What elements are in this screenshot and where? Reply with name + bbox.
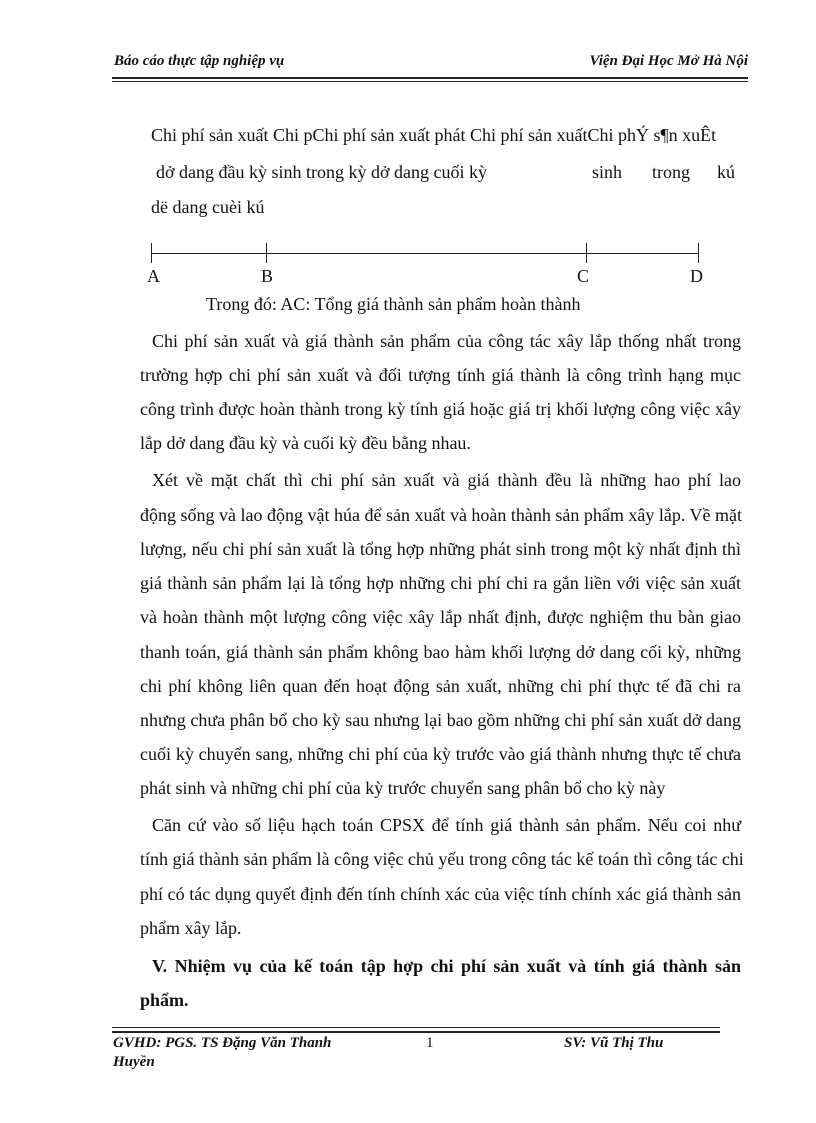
header-right-institution: Viện Đại Học Mở Hà Nội [589, 53, 748, 69]
footer-rule-thick [112, 1031, 720, 1033]
header-rule-thin [112, 81, 748, 82]
paragraph-2-line-5: và hoàn thành một lượng công việc xây lắp nhất định, được nghiệm thu bàn giao [140, 607, 741, 627]
paragraph-2-line-7: chi phí không liên quan đến hoạt động sản xuất, những chi phí thực tế đã chi ra [140, 676, 741, 696]
section-heading-line-2: phẩm. [140, 990, 189, 1010]
point-label-d: D [690, 266, 703, 286]
diagram-label-line-3: dë dang cuèi kú [151, 197, 265, 217]
diagram-label-line-1: Chi phí sản xuất Chi pChi phí sản xuất phát Chi phí sản xuấtChi phÝ s¶n xuÊt [151, 125, 717, 145]
tick-c [586, 243, 587, 263]
point-label-c: C [577, 266, 590, 286]
paragraph-3-line-2: tính giá thành sản phẩm là công việc chủ yếu trong công tác kế toán thì công tác chi [140, 849, 744, 869]
paragraph-2-line-1: Xét về mặt chất thì chi phí sản xuất và giá thành đều là những hao phí lao [152, 470, 741, 490]
footer-supervisor-continued: Huyền [113, 1054, 155, 1070]
diagram-label-trong: trong [652, 162, 690, 182]
paragraph-3-line-3: phí có tác dụng quyết định đến tính chính xác của việc tính chính xác giá thành sản [140, 884, 741, 904]
point-label-b: B [261, 266, 274, 286]
section-heading-line-1: V. Nhiệm vụ của kế toán tập hợp chi phí sản xuất và tính giá thành sản [152, 956, 741, 976]
header-left-title: Báo cáo thực tập nghiệp vụ [114, 53, 285, 69]
paragraph-2-line-8: nhưng chưa phân bổ cho kỳ sau nhưng lại bao gồm những chi phí sản xuất dở dang [140, 710, 741, 730]
paragraph-1-line-3: công trình được hoàn thành trong kỳ tính giá hoặc giá trị khối lượng công việc xây [140, 399, 741, 419]
footer-rule-thin [112, 1027, 720, 1028]
footer-supervisor: GVHD: PGS. TS Đặng Văn Thanh [113, 1035, 332, 1051]
paragraph-1-line-2: trường hợp chi phí sản xuất và đối tượng tính giá thành là công trình hạng mục [140, 365, 741, 385]
tick-d [698, 243, 699, 263]
header-rule-thick [112, 77, 748, 79]
paragraph-1-line-4: lắp dở dang đầu kỳ và cuối kỳ đều bằng nhau. [140, 433, 471, 453]
tick-a [151, 243, 152, 263]
timeline-axis [151, 253, 698, 254]
paragraph-2-line-6: thanh toán, giá thành sản phẩm không bao hàm khối lượng dở dang cối kỳ, những [140, 642, 741, 662]
paragraph-1-line-1: Chi phí sản xuất và giá thành sản phẩm của công tác xây lắp thống nhất trong [152, 331, 741, 351]
diagram-label-ku: kú [717, 162, 735, 182]
diagram-caption: Trong đó: AC: Tổng giá thành sản phẩm hoàn thành [206, 294, 581, 314]
diagram-label-line-2: dở dang đầu kỳ sinh trong kỳ dở dang cuối kỳ [156, 162, 487, 182]
paragraph-2-line-2: động sống và lao động vật húa để sản xuất và hoàn thành sản phẩm xây lắp. Về mặt [140, 505, 743, 525]
diagram-label-sinh: sinh [592, 162, 623, 182]
paragraph-2-line-4: giá thành sản phẩm lại là tổng hợp những chi phí chi ra gắn liền với việc sản xuất [140, 573, 741, 593]
page-header [112, 53, 748, 75]
page-number: 1 [426, 1035, 434, 1051]
paragraph-2-line-3: lượng, nếu chi phí sản xuất là tổng hợp những phát sinh trong một kỳ nhất định thì [140, 539, 741, 559]
paragraph-2-line-9: cuối kỳ chuyển sang, những chi phí của kỳ trước vào giá thành nhưng thực tế chưa [140, 744, 741, 764]
footer-student: SV: Vũ Thị Thu [564, 1035, 664, 1051]
paragraph-2-line-10: phát sinh và những chi phí của kỳ trước chuyển sang phân bổ cho kỳ này [140, 778, 666, 798]
tick-b [266, 243, 267, 263]
point-label-a: A [147, 266, 160, 286]
paragraph-3-line-4: phẩm xây lắp. [140, 918, 242, 938]
paragraph-3-line-1: Căn cứ vào số liệu hạch toán CPSX để tính giá thành sản phẩm. Nếu coi như [152, 815, 741, 835]
